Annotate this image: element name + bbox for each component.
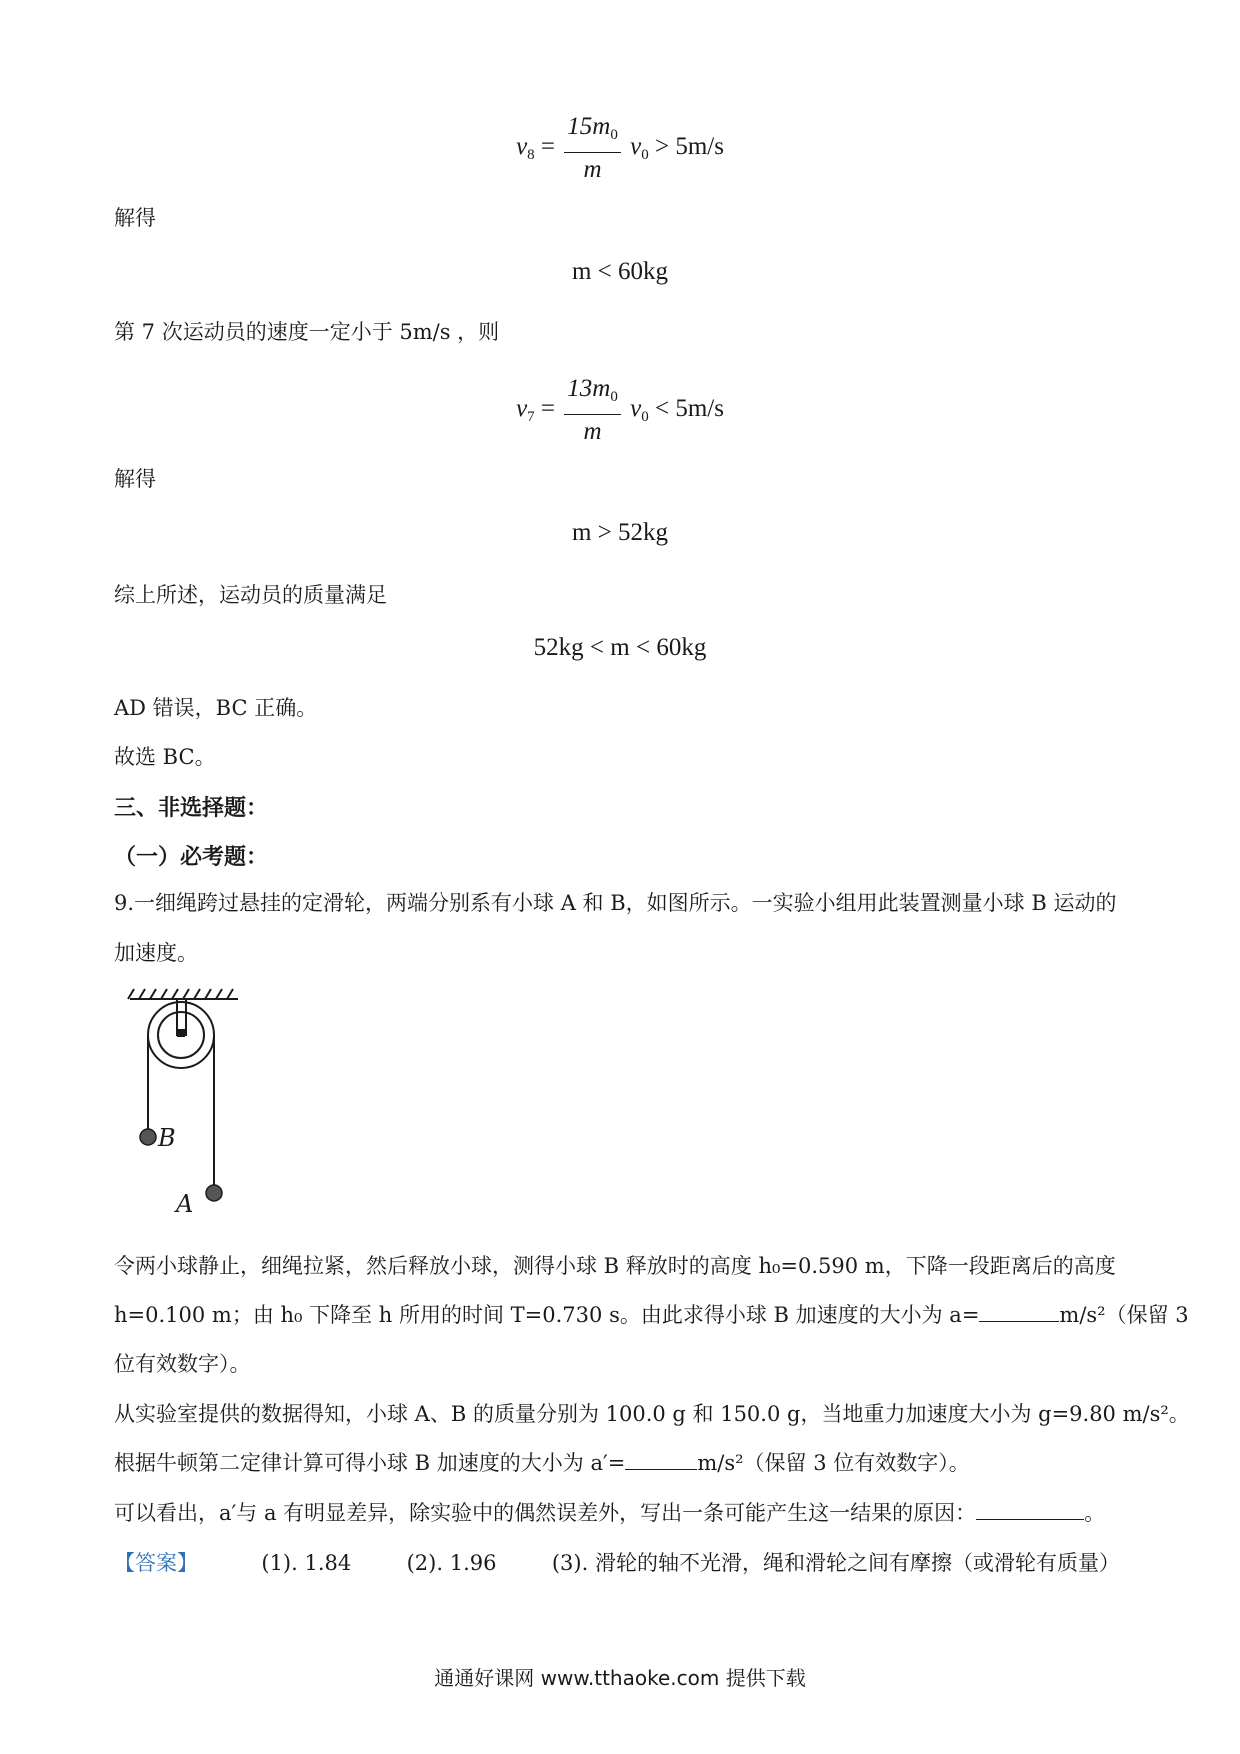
text-summary: 综上所述，运动员的质量满足 bbox=[114, 583, 387, 607]
text-choose-bc: 故选 BC。 bbox=[114, 745, 216, 769]
answer-line bbox=[114, 1548, 1120, 1578]
ball-b bbox=[140, 1129, 156, 1145]
question-9-para1-line3: 位有效数字）。 bbox=[114, 1352, 251, 1376]
answer-1: (1). 1.84 bbox=[261, 1551, 352, 1575]
text-7th-speed: 第 7 次运动员的速度一定小于 5m/s ，则 bbox=[114, 320, 500, 344]
pulley-figure bbox=[120, 985, 250, 1220]
label-b: B bbox=[158, 1124, 176, 1152]
ceiling-hatch bbox=[128, 989, 238, 999]
text-jiede-1: 解得 bbox=[114, 206, 156, 230]
question-9-para1-line1: 令两小球静止，细绳拉紧，然后释放小球，测得小球 B 释放时的高度 h₀=0.590 m，下降一段距离后的高度 bbox=[114, 1254, 1116, 1278]
question-9-para2-line2: 根据牛顿第二定律计算可得小球 B 加速度的大小为 a′= m/s²（保留 3 位有效数字）。 bbox=[114, 1451, 970, 1475]
equation-v7: $v_7$ = $\frac{13m_0}{m}$ $v_0 < 5m/s$ bbox=[516, 375, 724, 445]
text-ad-wrong: AD 错误，BC 正确。 bbox=[114, 696, 318, 720]
equation-v8: $v_8$ = $\frac{15m_0}{m}$ $v_0 > 5m/s$ bbox=[516, 113, 724, 183]
answer-blank-1 bbox=[979, 1303, 1059, 1322]
answer-blank-3 bbox=[976, 1501, 1084, 1520]
answer-3: (3). 滑轮的轴不光滑，绳和滑轮之间有摩擦（或滑轮有质量） bbox=[551, 1551, 1120, 1575]
question-9-para2-line1: 从实验室提供的数据得知，小球 A、B 的质量分别为 100.0 g 和 150.0 g，当地重力加速度大小为 g=9.80 m/s²。 bbox=[114, 1402, 1190, 1426]
section-heading-nonchoice: 三、非选择题： bbox=[114, 796, 269, 821]
question-9-line2: 加速度。 bbox=[114, 941, 198, 965]
answer-tag: 【答案】 bbox=[114, 1551, 198, 1575]
equation-mass-range: 52kg < m < 60kg bbox=[533, 634, 707, 661]
pulley-axle bbox=[177, 1029, 185, 1037]
label-a: A bbox=[176, 1190, 194, 1218]
answer-blank-2 bbox=[625, 1451, 697, 1470]
question-9-para1-line2: h=0.100 m；由 h₀ 下降至 h 所用的时间 T=0.730 s。由此求得小球 B 加速度的大小为 a= m/s²（保留 3 bbox=[114, 1303, 1189, 1327]
answer-2: (2). 1.96 bbox=[406, 1551, 497, 1575]
question-9-para3-line1: 可以看出，a′与 a 有明显差异，除实验中的偶然误差外，写出一条可能产生这一结果的原因： 。 bbox=[114, 1501, 1106, 1525]
equation-m-lt-60: m < 60kg bbox=[571, 258, 669, 285]
section-heading-required: （一）必考题： bbox=[114, 845, 269, 870]
ball-a bbox=[206, 1185, 222, 1201]
question-9-line1: 9.一细绳跨过悬挂的定滑轮，两端分别系有小球 A 和 B，如图所示。一实验小组用此装置测量小球 B 运动的 bbox=[114, 891, 1117, 915]
equation-m-gt-52: m > 52kg bbox=[571, 519, 669, 546]
page-footer: 通通好课网 www.tthaoke.com 提供下载 bbox=[434, 1666, 806, 1690]
text-jiede-2: 解得 bbox=[114, 467, 156, 491]
